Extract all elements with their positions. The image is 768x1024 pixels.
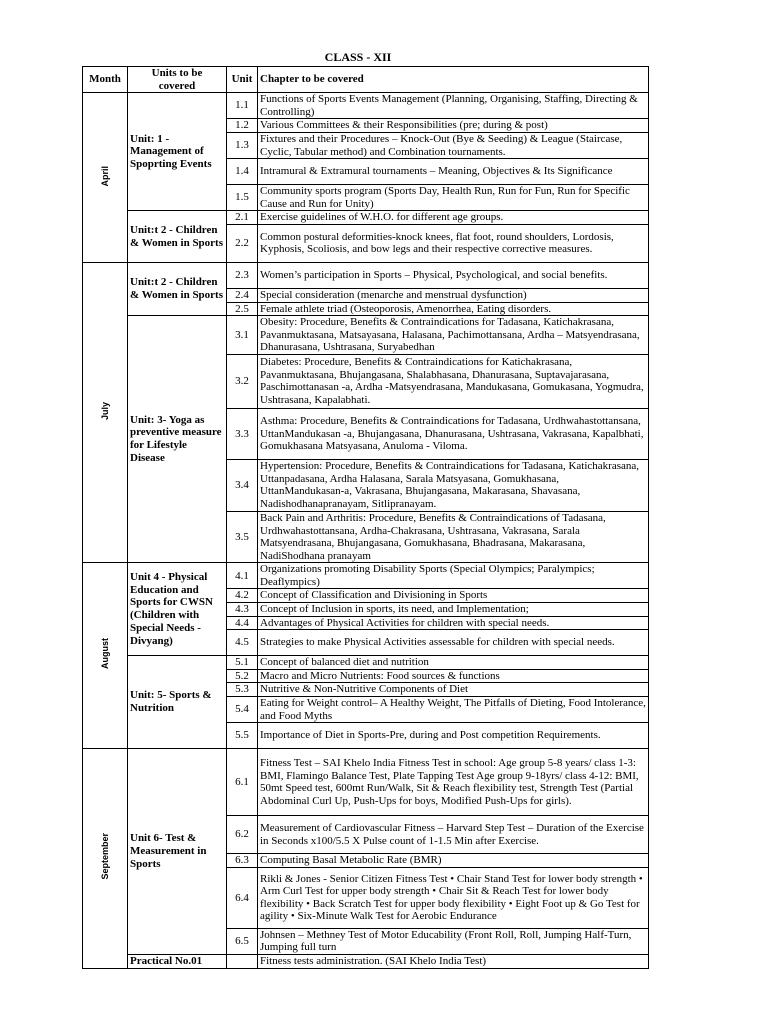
chapter-cell: Exercise guidelines of W.H.O. for different age groups. xyxy=(258,211,649,225)
unit-number-cell: 4.2 xyxy=(227,589,258,603)
unit-number-cell: 4.3 xyxy=(227,603,258,617)
unit-number-cell: 6.4 xyxy=(227,867,258,928)
chapter-cell: Concept of Classification and Divisioning in Sports xyxy=(258,589,649,603)
table-row xyxy=(83,262,649,288)
unit-name-cell: Unit: 1 - Management of Spoprting Events xyxy=(128,93,227,211)
chapter-cell: Advantages of Physical Activities for children with special needs. xyxy=(258,616,649,630)
chapter-cell: Strategies to make Physical Activities assessable for children with special needs. xyxy=(258,630,649,656)
chapter-cell: Diabetes: Procedure, Benefits & Contraindications for Katichakrasana, Pavanmuktasana, Bhujangasana, Shalabhasana, Dhanurasana, Suptavajarasana, Paschimottanasan -a, Ardha -Matsyendrasana, Mandukasana, Gomukasana, Yogmudra, Ushtrasana, Kapalabhati. xyxy=(258,354,649,408)
chapter-cell: Macro and Micro Nutrients: Food sources & functions xyxy=(258,669,649,683)
chapter-cell: Women’s participation in Sports – Physical, Psychological, and social benefits. xyxy=(258,262,649,288)
unit-name-cell: Unit:t 2 - Children & Women in Sports xyxy=(128,262,227,315)
unit-number-cell: 1.2 xyxy=(227,119,258,133)
unit-number-cell: 5.4 xyxy=(227,697,258,723)
chapter-cell: Hypertension: Procedure, Benefits & Contraindications for Tadasana, Katichakrasana, Uttanpadasana, Ardha Halasana, Sarala Matsyasana, Gomukhasana, UttanMandukasan-a, Vakrasana, Bhujangasana, Makarasana, Shavasana, Nadishodhanapranayam, Sitlipranayam. xyxy=(258,459,649,511)
unit-number-cell: 6.3 xyxy=(227,854,258,868)
chapter-cell: Johnsen – Methney Test of Motor Educability (Front Roll, Roll, Jumping Half-Turn, Jumping full turn xyxy=(258,928,649,954)
chapter-cell: Computing Basal Metabolic Rate (BMR) xyxy=(258,854,649,868)
unit-number-cell: 1.1 xyxy=(227,93,258,119)
month-cell xyxy=(83,262,128,562)
unit-number-cell: 2.2 xyxy=(227,224,258,262)
chapter-cell: Intramural & Extramural tournaments – Meaning, Objectives & Its Significance xyxy=(258,159,649,185)
chapter-cell: Asthma: Procedure, Benefits & Contraindications for Tadasana, Urdhwahastottansana, UttanMandukasan -a, Bhujangasana, Dhanurasana, Ushtrasana, Vakrasana, Kapalbhati, Gomukhasana Matsyasana, Anuloma - Viloma. xyxy=(258,408,649,459)
chapter-cell: Fixtures and their Procedures – Knock-Out (Bye & Seeding) & League (Staircase, Cyclic, Tabular method) and Combination tournaments. xyxy=(258,132,649,158)
table-row xyxy=(83,211,649,225)
table-row xyxy=(83,749,649,816)
month-cell xyxy=(83,93,128,263)
unit-number-cell: 3.5 xyxy=(227,511,258,562)
units-header-label: Units to be covered xyxy=(151,67,203,92)
chapter-cell: Fitness Test – SAI Khelo India Fitness Test in school: Age group 5-8 years/ class 1-3: BMI, Flamingo Balance Test, Plate Tapping Test Age group 9-18yrs/ class 4-12: BMI, 50mt Speed test, 600mt Run/Walk, Sit & Reach flexibility test, Strength Test (Partial Abdominal Curl Up, Push-Ups for boys, Modified Push-Ups for girls). xyxy=(258,749,649,816)
month-label: September xyxy=(100,833,110,880)
unit-number-cell: 3.4 xyxy=(227,459,258,511)
chapter-cell: Special consideration (menarche and menstrual dysfunction) xyxy=(258,288,649,302)
table-row xyxy=(83,93,649,119)
chapter-cell: Community sports program (Sports Day, Health Run, Run for Fun, Run for Specific Cause and Run for Unity) xyxy=(258,185,649,211)
chapter-cell: Rikli & Jones - Senior Citizen Fitness Test • Chair Stand Test for lower body strength • Arm Curl Test for upper body strength • Chair Sit & Reach Test for lower body flexibility • Back Scratch Test for upper body flexibility • Eight Foot up & Go Test for agility • Six-Minute Walk Test for Aerobic Endurance xyxy=(258,867,649,928)
chapter-header: Chapter to be covered xyxy=(258,67,649,93)
table-row xyxy=(83,656,649,670)
chapter-cell: Eating for Weight control– A Healthy Weight, The Pitfalls of Dieting, Food Intolerance, and Food Myths xyxy=(258,697,649,723)
month-label: August xyxy=(100,638,110,670)
unit-number-cell: 5.5 xyxy=(227,723,258,749)
table-body xyxy=(83,93,649,969)
unit-number-cell: 1.4 xyxy=(227,159,258,185)
unit-number-cell: 2.3 xyxy=(227,262,258,288)
units-header xyxy=(128,67,227,93)
chapter-cell: Importance of Diet in Sports-Pre, during and Post competition Requirements. xyxy=(258,723,649,749)
page-title: CLASS - XII xyxy=(324,50,392,64)
chapter-cell: Back Pain and Arthritis: Procedure, Benefits & Contraindications of Tadasana, Urdhwahastottansana, Ardha-Chakrasana, Ushtrasana, Vakrasana, Sarala Matsyendrasana, Bhujangasana, Gomukhasana, Bhadrasana, Makarasana, NadiShodhana pranayam xyxy=(258,511,649,562)
table-row xyxy=(83,563,649,589)
month-label: April xyxy=(100,165,110,187)
unit-name-cell: Practical No.01 xyxy=(128,955,227,969)
chapter-cell: Various Committees & their Responsibilities (pre; during & post) xyxy=(258,119,649,133)
table-header xyxy=(83,67,649,93)
unit-number-cell: 6.1 xyxy=(227,749,258,816)
chapter-cell: Concept of Inclusion in sports, its need, and Implementation; xyxy=(258,603,649,617)
unit-number-cell: 1.3 xyxy=(227,132,258,158)
unit-number-cell: 3.2 xyxy=(227,354,258,408)
chapter-cell: Fitness tests administration. (SAI Khelo India Test) xyxy=(258,955,649,969)
unit-number-cell: 5.1 xyxy=(227,656,258,670)
unit-number-cell xyxy=(227,955,258,969)
chapter-cell: Concept of balanced diet and nutrition xyxy=(258,656,649,670)
unit-name-cell: Unit 4 - Physical Education and Sports for CWSN (Children with Special Needs - Divyang) xyxy=(128,563,227,656)
syllabus-table xyxy=(82,66,649,969)
unit-number-cell: 4.1 xyxy=(227,563,258,589)
chapter-cell: Common postural deformities-knock knees, flat foot, round shoulders, Lordosis, Kyphosis, Scoliosis, and bow legs and their respective corrective measures. xyxy=(258,224,649,262)
unit-number-cell: 6.5 xyxy=(227,928,258,954)
chapter-cell: Organizations promoting Disability Sports (Special Olympics; Paralympics; Deaflympics) xyxy=(258,563,649,589)
unit-number-cell: 3.1 xyxy=(227,316,258,355)
unit-number-cell: 3.3 xyxy=(227,408,258,459)
table-row xyxy=(83,955,649,969)
unit-name-cell: Unit 6- Test & Measurement in Sports xyxy=(128,749,227,955)
chapter-cell: Obesity: Procedure, Benefits & Contraindications for Tadasana, Katichakrasana, Pavanmuktasana, Matsayasana, Halasana, Pachimottansana, Ardha – Matsyendrasana, Dhanurasana, Ushtrasana, Suryabedhan xyxy=(258,316,649,355)
unit-number-cell: 5.3 xyxy=(227,683,258,697)
unit-number-cell: 6.2 xyxy=(227,816,258,854)
unit-number-cell: 5.2 xyxy=(227,669,258,683)
unit-name-cell: Unit:t 2 - Children & Women in Sports xyxy=(128,211,227,263)
unit-number-cell: 1.5 xyxy=(227,185,258,211)
table-row xyxy=(83,316,649,355)
chapter-cell: Functions of Sports Events Management (Planning, Organising, Staffing, Directing & Controlling) xyxy=(258,93,649,119)
chapter-cell: Female athlete triad (Osteoporosis, Amenorrhea, Eating disorders. xyxy=(258,302,649,316)
month-label: July xyxy=(100,401,110,420)
unit-number-cell: 4.4 xyxy=(227,616,258,630)
header-row xyxy=(83,67,649,93)
unit-number-cell: 2.4 xyxy=(227,288,258,302)
unit-number-cell: 2.5 xyxy=(227,302,258,316)
unit-number-cell: 2.1 xyxy=(227,211,258,225)
chapter-cell: Measurement of Cardiovascular Fitness – Harvard Step Test – Duration of the Exercise in Seconds x100/5.5 X Pulse count of 1-1.5 Min after Exercise. xyxy=(258,816,649,854)
chapter-cell: Nutritive & Non-Nutritive Components of Diet xyxy=(258,683,649,697)
unit-name-cell: Unit: 3- Yoga as preventive measure for Lifestyle Disease xyxy=(128,316,227,563)
unit-header: Unit xyxy=(227,67,258,93)
month-cell xyxy=(83,749,128,969)
unit-name-cell: Unit: 5- Sports & Nutrition xyxy=(128,656,227,749)
unit-number-cell: 4.5 xyxy=(227,630,258,656)
month-cell xyxy=(83,563,128,749)
month-header: Month xyxy=(83,67,128,93)
